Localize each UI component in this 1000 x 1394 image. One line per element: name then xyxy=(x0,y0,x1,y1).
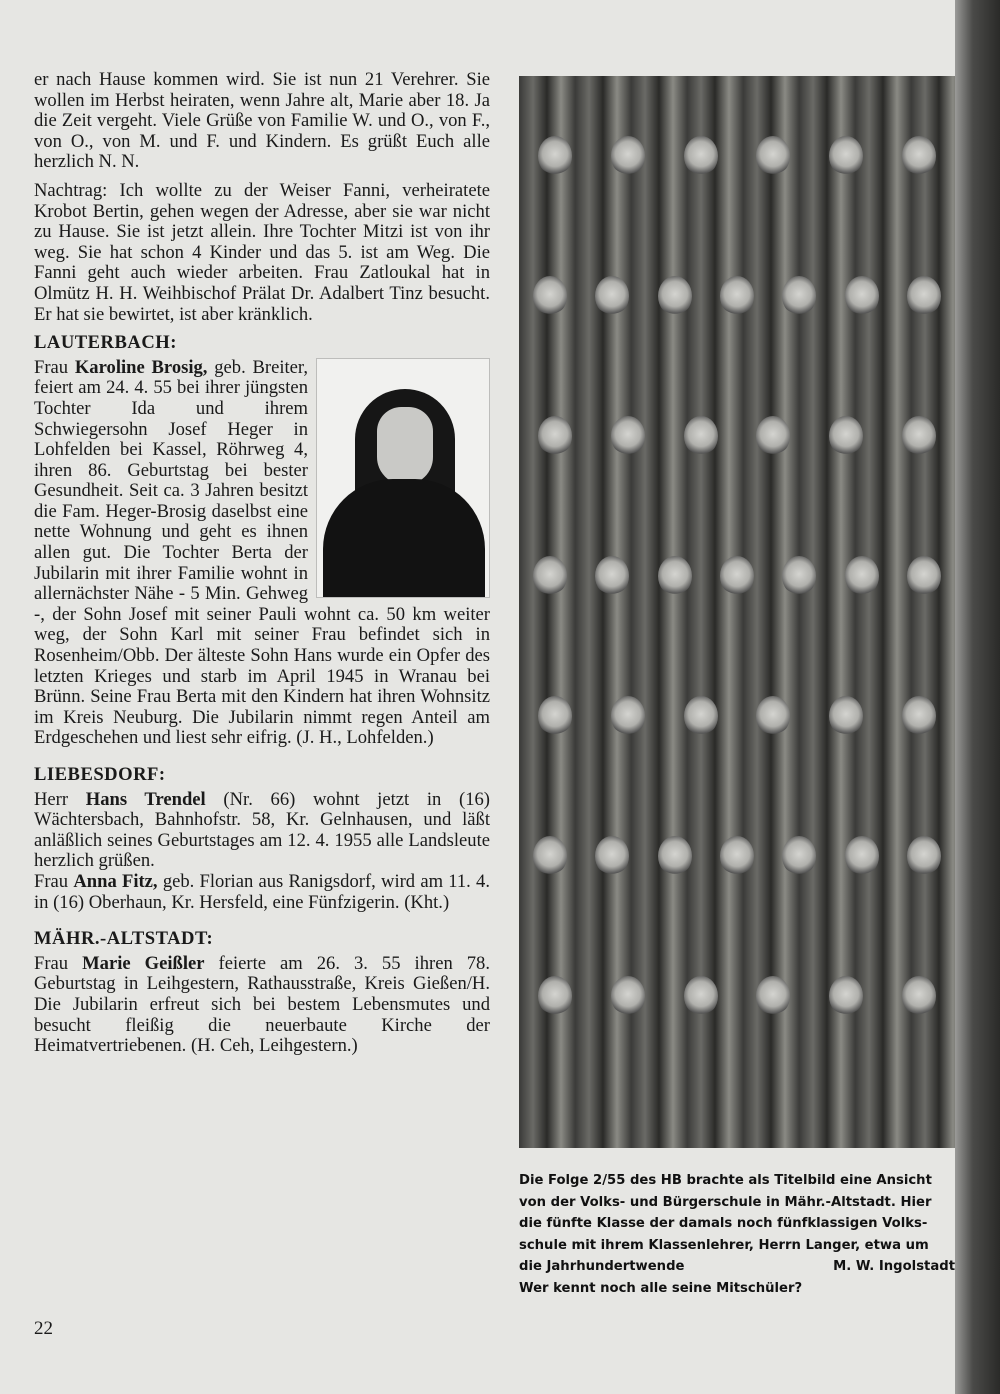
liebesdorf-p1-name: Hans Trendel xyxy=(85,788,206,810)
caption-credit: M. W. Ingolstadt xyxy=(833,1259,955,1275)
liebesdorf-paragraph-2 xyxy=(34,872,490,913)
maehr-altstadt-text: feierte am 26. 3. 55 ihren 78. Geburtstag in Leihgestern, Rathausstraße, Kreis Gießen/H. Die Jubilarin erfreut sich bei bestem Lebensmutes und besucht fleißig die neuerbaute Kirche der Heimatvertriebenen. (H. Ceh, Leihgestern.) xyxy=(34,952,490,1057)
liebesdorf-p2-prefix: Frau xyxy=(34,870,74,892)
maehr-altstadt-name: Marie Geißler xyxy=(82,952,205,974)
photo-caption xyxy=(519,1170,955,1300)
heading-lauterbach: LAUTERBACH: xyxy=(34,332,177,354)
maehr-altstadt-prefix: Frau xyxy=(34,952,83,974)
page-edge-shadow xyxy=(955,0,1000,1394)
liebesdorf-p2-name: Anna Fitz, xyxy=(73,870,158,892)
heading-liebesdorf: LIEBESDORF: xyxy=(34,764,166,785)
intro-paragraph-2: Nachtrag: Ich wollte zu der Weiser Fanni, verheiratete Krobot Bertin, gehen wegen der Adresse, aber sie war nicht zu Hause. Sie ist jetzt allein. Ihre Tochter Mitzi ist von ihr weg. Sie hat schon 4 Kinder und das 5. ist am Weg. Die Fanni geht auch wieder arbeiten. Frau Zatloukal hat in Olmütz H. H. Weihbischof Prälat Dr. Adalbert Tinz besucht. Er hat sie bewirtet, ist aber kränklich. xyxy=(34,179,490,325)
lauterbach-prefix: Frau xyxy=(34,356,75,378)
intro-paragraph-1: er nach Hause kommen wird. Sie ist nun 21 Verehrer. Sie wollen im Herbst heiraten, wenn Jahre alt, Marie aber 18. Ja die Zeit vergeht. Viele Grüße von Familie W. und O., von F., von O., von M. und F. und Kindern. Es grüßt Euch alle herzlich N. N. xyxy=(34,69,490,173)
heading-maehr-altstadt: MÄHR.-ALTSTADT: xyxy=(34,928,214,950)
left-column xyxy=(34,70,490,1065)
class-photo xyxy=(519,76,955,1148)
caption-line-6: Wer kennt noch alle seine Mitschüler? xyxy=(519,1280,803,1296)
caption-line-1: Die Folge 2/55 des HB brachte als Titelbild eine Ansicht xyxy=(519,1173,932,1188)
maehr-altstadt-paragraph xyxy=(34,954,490,1057)
caption-line-2: von der Volks- und Bürgerschule in Mähr.-Altstadt. Hier xyxy=(519,1194,932,1210)
page-number: 22 xyxy=(34,1318,53,1339)
liebesdorf-p2-text: geb. Florian aus Ranigsdorf, wird am 11. 4. in (16) Oberhaun, Kr. Hersfeld, eine Fünfzigerin. (Kht.) xyxy=(34,870,491,913)
caption-line-5 xyxy=(519,1256,955,1278)
liebesdorf-p1-prefix: Herr xyxy=(34,788,86,810)
caption-line-3: die fünfte Klasse der damals noch fünfklassigen Volks- xyxy=(519,1216,928,1232)
portrait-photo xyxy=(316,358,490,598)
liebesdorf-p1-text: (Nr. 66) wohnt jetzt in (16) Wächtersbach, Bahnhofstr. 58, Kr. Gelnhausen, und läßt anläßlich seines Geburtstages am 12. 4. 1955 alle Landsleute herzlich grüßen. xyxy=(34,788,490,872)
lauterbach-text: geb. Breiter, feiert am 24. 4. 55 bei ihrer jüngsten Tochter Ida und ihrem Schwiegersohn Josef Heger in Lohfelden bei Kassel, Röhrweg 4, ihren 86. Geburtstag bei bester Gesundheit. Seit ca. 3 Jahren besitzt die Fam. Heger-Brosig daselbst eine nette Wohnung und geht es ihnen allen gut. Die Tochter Berta der Jubilarin mit ihrer Familie wohnt in allernächster Nähe - 5 Min. Gehweg -, der Sohn Josef mit seiner Pauli wohnt ca. 50 km weiter weg, der Sohn Karl mit seiner Frau befindet sich in Rosenheim/Obb. Der älteste Sohn Hans wurde ein Opfer des letzten Krieges und starb im April 1945 in Wranau bei Brünn. Seine Frau Berta mit den Kindern hat ihren Wohnsitz im Kreis Neuburg. Die Jubilarin nimmt regen Anteil am Erdgeschehen und liest sehr eifrig. (J. H., Lohfelden.) xyxy=(34,356,490,749)
liebesdorf-paragraph-1 xyxy=(34,790,490,872)
lauterbach-name: Karoline Brosig, xyxy=(74,356,208,378)
caption-line-5-left: die Jahrhundertwende xyxy=(519,1259,685,1275)
caption-line-4: schule mit ihrem Klassenlehrer, Herrn Langer, etwa um xyxy=(519,1237,929,1253)
